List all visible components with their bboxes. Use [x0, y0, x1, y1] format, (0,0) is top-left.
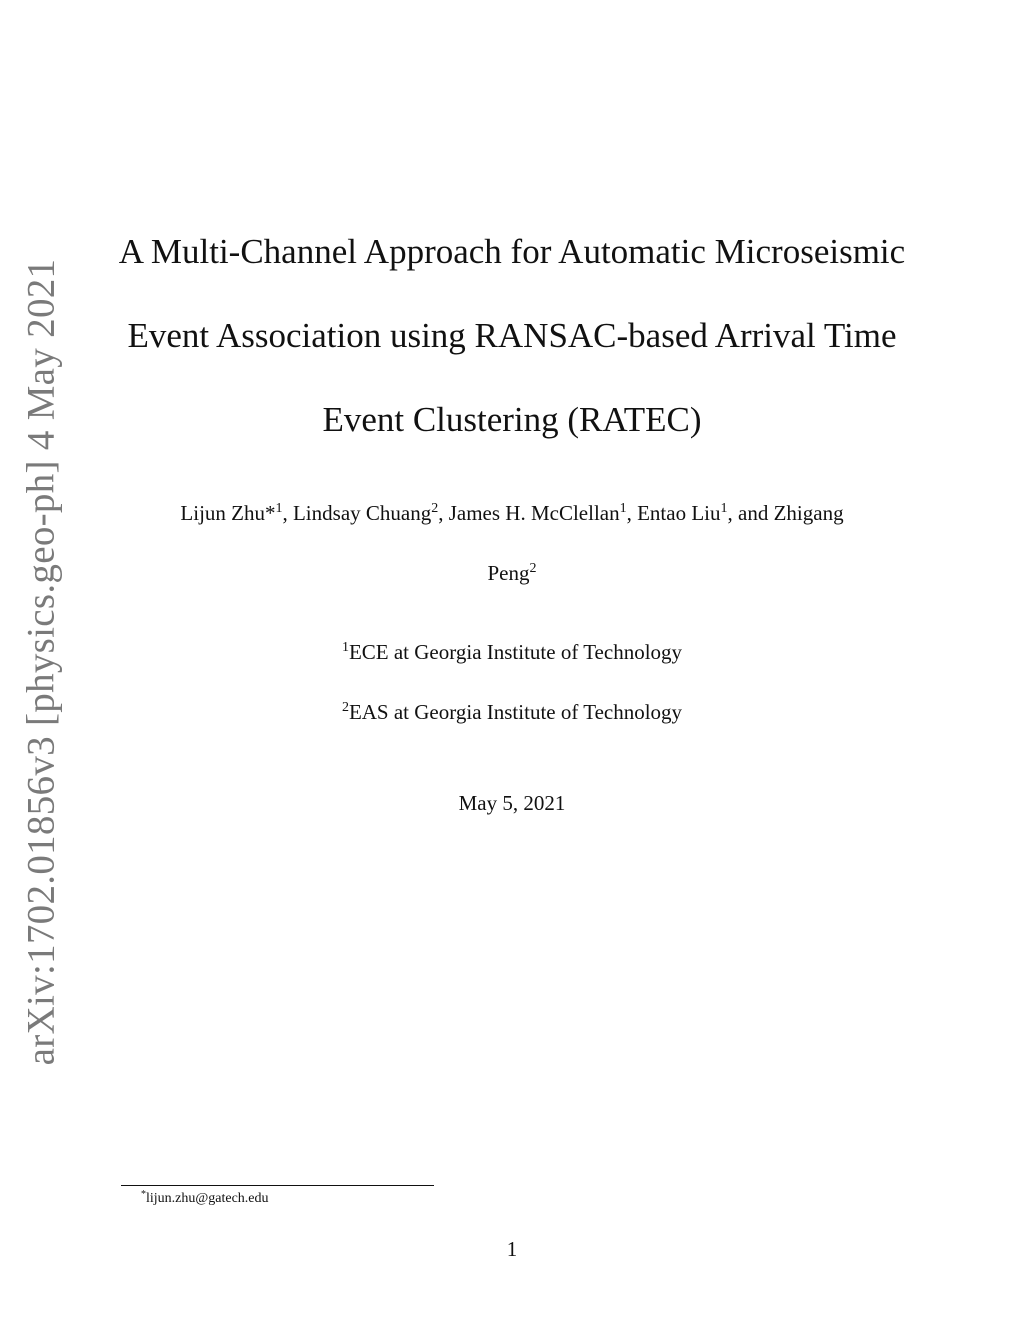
author-separator: , — [282, 501, 293, 525]
affiliation-2 — [0, 699, 1024, 725]
author-name: Lijun Zhu* — [180, 501, 276, 525]
affiliation-1 — [0, 639, 1024, 665]
author-name: Lindsay Chuang — [292, 501, 432, 525]
author-line-2 — [0, 560, 1024, 586]
author-affil-mark: 1 — [275, 501, 283, 516]
title-line-2: Event Association using RANSAC-based Arrival Time — [127, 316, 897, 355]
page-number: 1 — [506, 1237, 518, 1261]
author-separator: , and Zhigang — [727, 501, 844, 525]
author-separator: , — [626, 501, 638, 525]
author-affil-mark: 2 — [431, 501, 439, 516]
author-affil-mark: 1 — [720, 501, 728, 516]
affiliation-text: EAS at Georgia Institute of Technology — [348, 700, 683, 724]
affiliation-mark: 2 — [341, 700, 349, 715]
affiliation-text: ECE at Georgia Institute of Technology — [348, 640, 683, 664]
footnote-rule — [121, 1185, 434, 1186]
footnote-email: lijun.zhu@gatech.edu — [146, 1191, 269, 1206]
publication-date: May 5, 2021 — [458, 791, 566, 815]
footnote-marker: * — [141, 1189, 146, 1200]
author-affil-mark: 1 — [619, 501, 627, 516]
author-affil-mark: 2 — [529, 561, 537, 576]
author-name: Entao Liu — [637, 501, 721, 525]
author-name: James H. McClellan — [448, 501, 620, 525]
affiliation-mark: 1 — [341, 640, 349, 655]
title-line-1: A Multi-Channel Approach for Automatic Microseismic — [118, 232, 906, 271]
arxiv-stamp: arXiv:1702.01856v3 [physics.geo-ph] 4 May 2021 — [19, 258, 63, 1066]
title-line-3: Event Clustering (RATEC) — [322, 400, 702, 439]
author-separator: , — [438, 501, 449, 525]
author-line-1 — [0, 500, 1024, 526]
author-name: Peng — [487, 561, 530, 585]
footnote — [141, 1189, 269, 1209]
